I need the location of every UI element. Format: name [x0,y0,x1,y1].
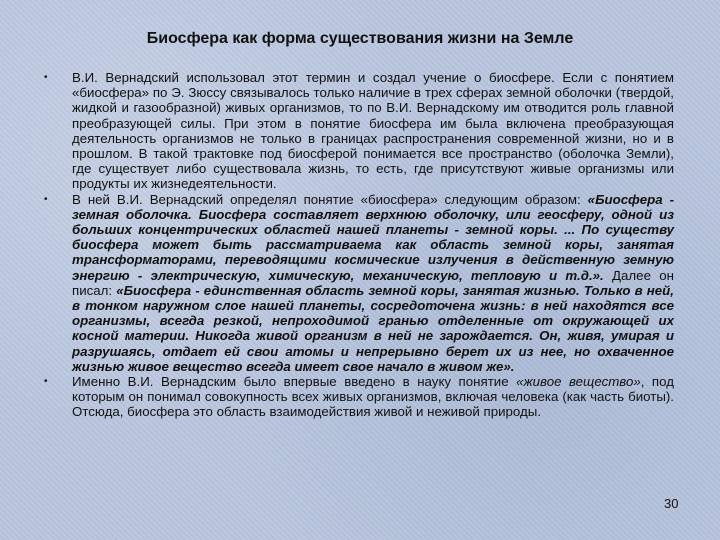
definition-intro: В ней В.И. Вернадский определял понятие «биосфера» следующим образом: [72,191,588,207]
bullet-text-2 [72,192,674,374]
bullet-item-3 [44,374,674,420]
bullet-marker: • [44,376,48,388]
bullet-text-1: В.И. Вернадский использовал этот термин и создал учение о биосфере. Если с понятием «биосфера» по Э. Зюссу связывалось только наличие в трех сферах земной оболочки (твердой, жидкой и газообразной) живых организмов, то по В.И. Вернадскому им отводится роль главной преобразующей силы. При этом в понятие биосфера им была включена преобразующая деятельность организмов не только в границах распространения современной жизни, но и в прошлом. В такой трактовке под биосферой понимается все пространство (оболочка Земли), где существует либо существовала жизнь, то есть, где присутствуют живые организмы или продукты их жизнедеятельности. [72,70,674,192]
bullet-marker: • [44,193,48,205]
living-matter-after: , под которым он понимал совокупность всех живых организмов, включая человека (как часть биоты). Отсюда, биосфера это область взаимодействия живой и неживой природы. [72,374,674,420]
bullet-item-2 [44,192,674,374]
bullet-marker: • [44,72,48,83]
slide-content [44,70,674,420]
definition-middle: Далее он писал: [72,267,674,298]
biosphere-quote-1: «Биосфера - земная оболочка. Биосфера составляет верхнюю оболочку, или геосферу, одной из больших концентрических областей нашей планеты - земной коры. ... По существу биосфера может быть рассматриваема как область земной коры, занятая трансформаторами, переводящими космические излучения в действенную земную энергию - электрическую, химическую, механическую, тепловую и т.д.». [72,191,674,283]
biosphere-quote-2: «Биосфера - единственная область земной коры, занятая жизнью. Только в ней, в тонком наружном слое нашей планеты, сосредоточена жизнь: в ней находятся все организмы, всегда резкой, непроходимой гранью отделенные от окружающей их косной материи. Никогда живой организм в ней не зарождается. Он, живя, умирая и разрушаясь, отдает ей свои атомы и непрерывно берет их из нее, но охваченное жизнью живое вещество всегда имеет свое начало в живом же». [72,282,674,374]
living-matter-term: «живое вещество» [516,374,641,390]
page-number: 30 [664,496,679,511]
slide-title: Биосфера как форма существования жизни на Земле [146,30,574,47]
bullet-item-1 [44,70,674,192]
living-matter-before: Именно В.И. Вернадским было впервые введено в науку понятие [72,374,517,390]
bullet-text-3 [72,374,674,420]
